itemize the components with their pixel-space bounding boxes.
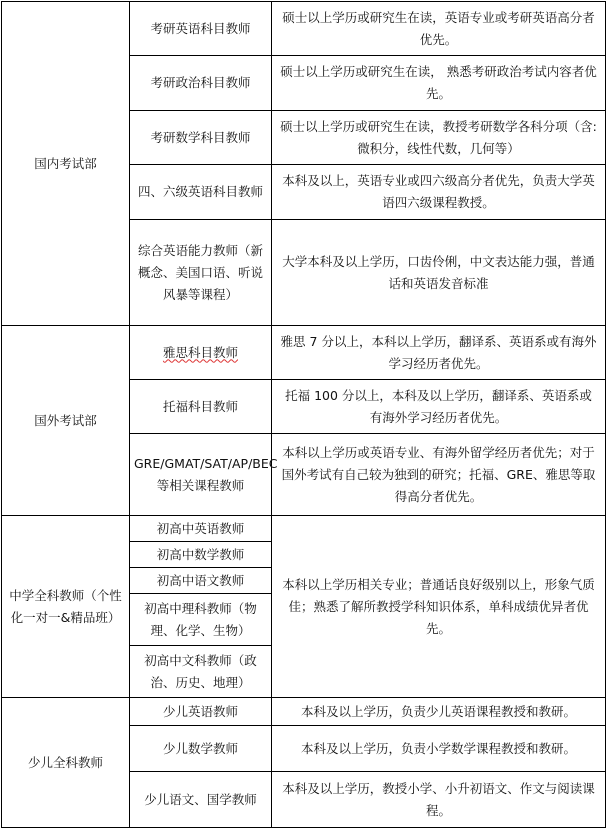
role-cell: 初高中英语教师 xyxy=(130,516,272,542)
dept-domestic-exam: 国内考试部 xyxy=(2,2,130,326)
role-cell: 考研政治科目教师 xyxy=(130,56,272,111)
requirement-cell: 硕士以上学历或研究生在读，英语专业或考研英语高分者优先。 xyxy=(272,2,606,56)
requirement-cell: 雅思 7 分以上，本科以上学历，翻译系、英语系或有海外学习经历者优先。 xyxy=(272,326,606,380)
requirement-cell: 本科及以上，英语专业或四六级高分者优先，负责大学英语四六级课程教授。 xyxy=(272,165,606,220)
dept-middle-school: 中学全科教师（个性化一对一&精品班） xyxy=(2,516,130,698)
requirement-cell: 本科以上学历或英语专业、有海外留学经历者优先；对于国外考试有自己较为独到的研究；托福、GRE、雅思等取得高分者优先。 xyxy=(272,434,606,516)
role-cell: GRE/GMAT/SAT/AP/BEC 等相关课程教师 xyxy=(130,434,272,516)
role-cell: 初高中数学教师 xyxy=(130,542,272,568)
recruitment-table xyxy=(1,1,606,828)
role-cell: 初高中语文教师 xyxy=(130,568,272,594)
role-cell: 综合英语能力教师（新概念、美国口语、听说风暴等课程） xyxy=(130,220,272,326)
role-cell: 托福科目教师 xyxy=(130,380,272,434)
dept-overseas-exam: 国外考试部 xyxy=(2,326,130,516)
requirement-cell: 大学本科及以上学历，口齿伶俐，中文表达能力强，普通话和英语发音标准 xyxy=(272,220,606,326)
requirement-cell: 本科以上学历相关专业；普通话良好级别以上，形象气质佳；熟悉了解所教授学科知识体系，单科成绩优异者优先。 xyxy=(272,516,606,698)
role-cell: 初高中理科教师（物理、化学、生物） xyxy=(130,594,272,646)
table-row xyxy=(2,516,606,542)
requirement-cell: 本科及以上学历，负责小学数学课程教授和教研。 xyxy=(272,726,606,772)
requirement-cell: 硕士以上学历或研究生在读，教授考研数学各科分项（含:微积分，线性代数，几何等） xyxy=(272,111,606,165)
dept-children: 少儿全科教师 xyxy=(2,698,130,828)
role-cell: 考研英语科目教师 xyxy=(130,2,272,56)
requirement-cell: 本科及以上学历，教授小学、小升初语文、作文与阅读课程。 xyxy=(272,772,606,828)
requirement-cell: 托福 100 分以上，本科及以上学历，翻译系、英语系或有海外学习经历者优先。 xyxy=(272,380,606,434)
role-cell xyxy=(130,326,272,380)
role-cell: 少儿数学教师 xyxy=(130,726,272,772)
table-row xyxy=(2,698,606,726)
role-cell: 少儿英语教师 xyxy=(130,698,272,726)
role-cell: 四、六级英语科目教师 xyxy=(130,165,272,220)
role-cell: 考研数学科目教师 xyxy=(130,111,272,165)
table-row xyxy=(2,326,606,380)
requirement-cell: 硕士以上学历或研究生在读， 熟悉考研政治考试内容者优先。 xyxy=(272,56,606,111)
role-cell: 少儿语文、国学教师 xyxy=(130,772,272,828)
table-row xyxy=(2,2,606,56)
requirement-cell: 本科及以上学历，负责少儿英语课程教授和教研。 xyxy=(272,698,606,726)
role-cell: 初高中文科教师（政治、历史、地理） xyxy=(130,646,272,698)
role-text: 雅思科目教师 xyxy=(162,344,238,360)
